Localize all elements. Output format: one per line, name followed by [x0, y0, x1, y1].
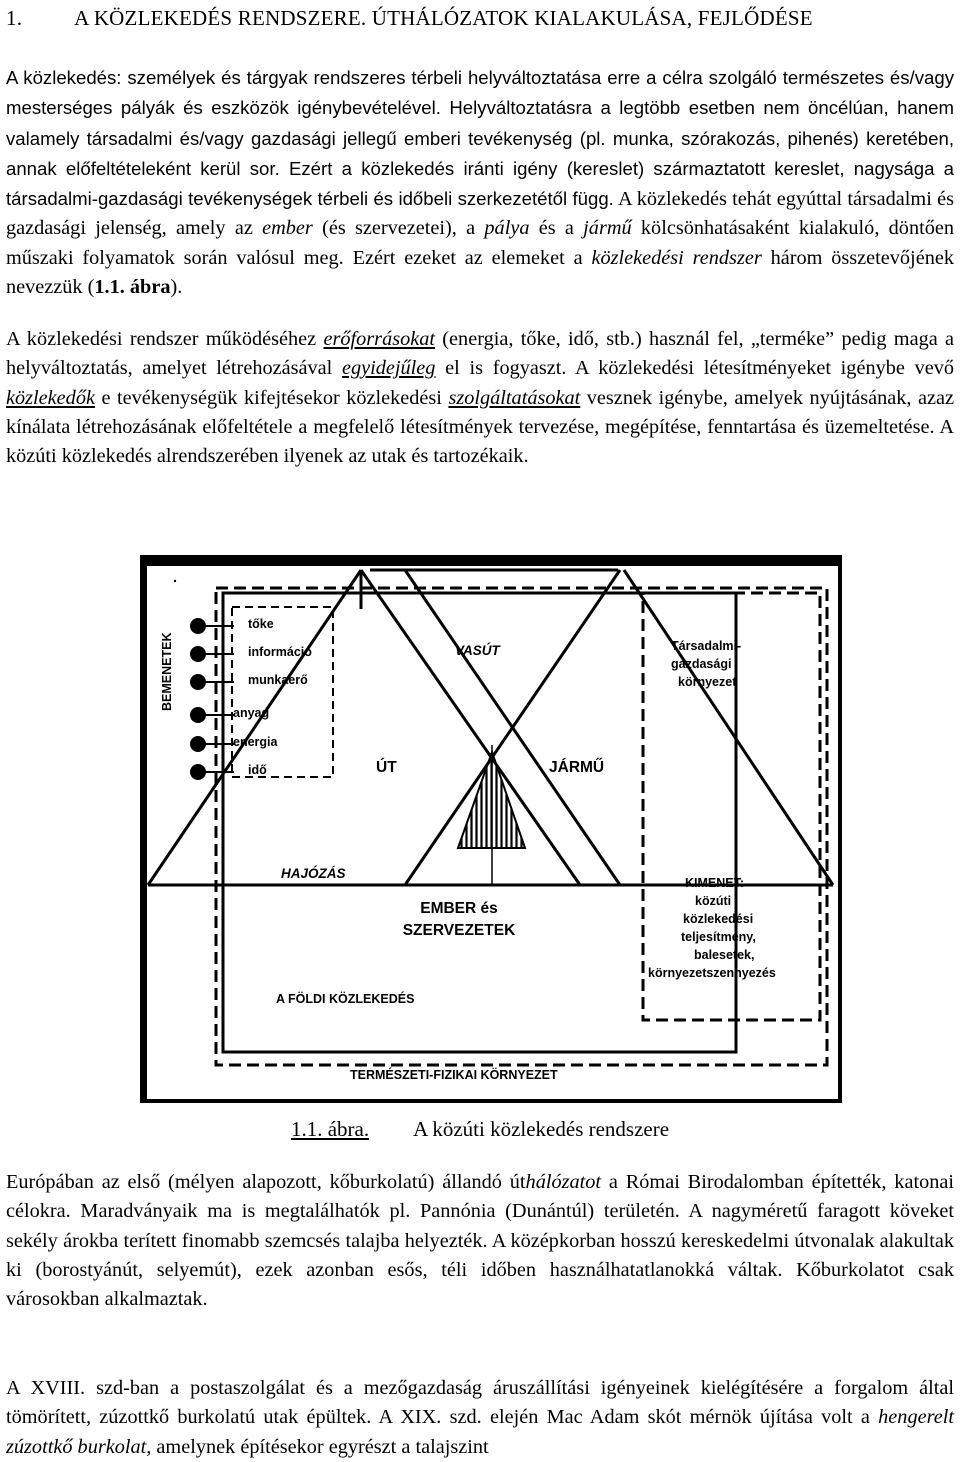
input-energia: energia — [233, 735, 278, 749]
paragraph-history-modern — [6, 1374, 954, 1462]
output-line-3: teljesítmény, — [681, 930, 756, 944]
em-egyidejuleg: egyidejűleg — [341, 357, 436, 380]
figure-road-transport-system — [140, 555, 842, 1103]
em-rendszer: közlekedési rendszer — [591, 246, 762, 269]
definition-text: A közlekedés: személyek és tárgyak rendszeres térbeli helyváltoztatása erre a célra szolgáló természetes és/vagy mesterséges pályák és eszközök igénybevételével. Helyváltoztatásra a legtöbb esetben nem öncélúan, hanem valamely társadalmi és/vagy gazdasági jellegű emberi tevékenység (pl. munka, szórakozás, pihenés) keretében, annak előfeltételeként kerül sor. Ezért a közlekedés iránti igény (kereslet) származtatott kereslet, nagysága a társadalmi-gazdasági tevékenységek térbeli és időbeli szerkezetétől függ. — [6, 67, 954, 210]
label-foldi-kozlekedes: A FÖLDI KÖZLEKEDÉS — [276, 992, 415, 1006]
input-toke: tőke — [248, 617, 274, 631]
label-ember-2: SZERVEZETEK — [402, 922, 516, 939]
em-hengerelt: hengerelt zúzottkő burkolat, — [6, 1406, 954, 1458]
chapter-title: A KÖZLEKEDÉS RENDSZERE. ÚTHÁLÓZATOK KIALAKULÁSA, FEJLŐDÉSE — [74, 6, 813, 30]
paragraph-history-roman — [6, 1168, 954, 1314]
text-run: kölcsönhatásaként kialakuló, döntően műszaki folyamatok során valósul meg. Ezért ezeket az elemeket a — [6, 217, 955, 269]
text-run: és a — [529, 217, 584, 240]
input-munkaero: munkaerő — [248, 673, 308, 687]
em-eroforrasok: erőforrásokat — [323, 328, 436, 350]
label-natural-environment: TERMÉSZETI-FIZIKAI KÖRNYEZET — [350, 1068, 558, 1082]
text-run: A közlekedési rendszer működéséhez — [6, 328, 324, 350]
label-jarmu: JÁRMŰ — [549, 759, 605, 776]
text-run: A XVIII. szd-ban a postaszolgálat és a mezőgazdaság áruszállítási igényeinek kielégítésére a forgalom által tömörített, zúzottkő burkolatú utak épültek. A XIX. szd. elején Mac Adam skót mérnök újítása volt a — [6, 1377, 954, 1429]
text-run: három összetevőjének nevezzük ( — [6, 246, 954, 299]
text-run: A közlekedés tehát egyúttal társadalmi és gazdasági jelenség, amely az — [6, 188, 954, 240]
label-env-1: Társadalmi- — [671, 639, 742, 653]
chapter-number: 1. — [6, 6, 23, 30]
output-line-1: közúti — [695, 894, 732, 908]
output-line-4: balesetek, — [694, 948, 755, 962]
paragraph-definition — [6, 63, 954, 302]
label-hajozas: HAJÓZÁS — [281, 866, 346, 881]
figure-caption — [0, 1115, 960, 1143]
em-jarmu: jármű — [583, 217, 632, 240]
text-run: ). — [170, 276, 183, 299]
em-palya: pálya — [484, 217, 530, 240]
caption-title: A közúti közlekedés rendszere — [413, 1117, 670, 1141]
system-diagram — [140, 555, 842, 1103]
label-env-2: gazdasági — [671, 657, 732, 671]
label-ut: ÚT — [376, 759, 397, 776]
text-run: a Római Birodalomban építették, katonai célokra. Maradványaik ma is megtalálhatók pl. Pannónia (Dunántúl) területén. A nagyméretű faragott köveket sekély árokba terített finomabb szemcsés talajba helyezték. A középkorban hosszú kereskedelmi útvonalak alakultak ki (borostyánút, selyemút), ezek azonban esős, téli időben használhatatlanokká váltak. Kőburkolatot csak városokban alkalmaztak. — [6, 1171, 955, 1311]
output-title: KIMENET: — [685, 876, 745, 890]
figure-reference: 1.1. ábra — [94, 276, 171, 299]
text-run: Európában az első (mélyen alapozott, kőburkolatú) állandó út — [6, 1171, 526, 1193]
paragraph-resources — [6, 325, 954, 471]
input-anyag: anyag — [233, 706, 270, 720]
text-run: vesznek igénybe, amelyek nyújtásának, azaz kínálata létrehozásának előfeltétele a megfelelő létesítmények tervezése, megépítése, fenntartása és üzemeltetése. A közúti közlekedés alrendszerében ilyenek az utak és tartozékaik. — [6, 386, 954, 468]
text-run: (energia, tőke, idő, stb.) használ fel, „terméke” pedig maga a helyváltoztatás, amelyet létrehozásával — [6, 328, 955, 380]
text-run: amelynek építésekor egyrészt a talajszint — [151, 1435, 489, 1458]
text-run: el is fogyaszt. A közlekedési létesítményeket igénybe vevő — [435, 357, 954, 380]
inputs-label: BEMENETEK — [160, 632, 174, 711]
em-halozatot: hálózatot — [525, 1171, 602, 1193]
output-line-5: környezetszennyezés — [648, 966, 776, 980]
em-ember: ember — [262, 217, 313, 240]
label-ember-1: EMBER és — [420, 900, 498, 917]
text-run: (és szervezetei), a — [312, 217, 485, 240]
text-run: e tevékenységük kifejtésekor közlekedési — [94, 386, 449, 409]
label-vasut: VASÚT — [455, 643, 500, 658]
caption-label: 1.1. ábra. — [290, 1117, 370, 1141]
chapter-heading — [6, 4, 956, 32]
output-line-2: közlekedési — [683, 912, 754, 926]
label-env-3: környezet — [678, 675, 737, 689]
em-kozlekedok: közlekedők — [6, 386, 95, 409]
em-szolgaltatasok: szolgáltatásokat — [448, 386, 581, 409]
input-ido: idő — [248, 763, 267, 777]
input-informacio: információ — [248, 645, 312, 659]
